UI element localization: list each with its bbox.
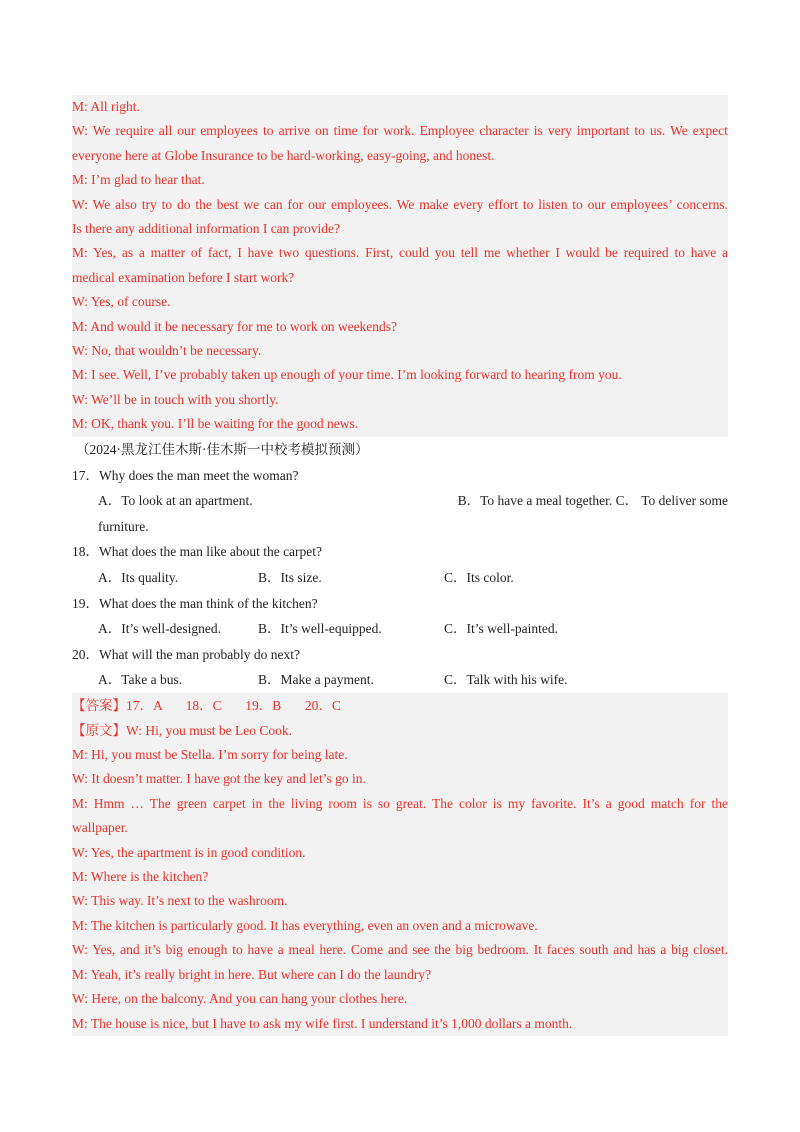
question-stem-19: 19．What does the man think of the kitchen? [72,595,318,611]
question-options-19 [72,616,728,642]
answer-block [72,693,728,1036]
transcript-line: M: And would it be necessary for me to work on weekends? [72,318,398,334]
transcript-line: M: The house is nice, but I have to ask my wife first. I understand it’s 1,000 dollars a month. [72,1015,573,1031]
option-a: A．Take a bus. [98,672,183,688]
option-b: B．Its size. [258,570,322,586]
transcript-line: W: It doesn’t matter. I have got the key and let’s go in. [72,771,366,787]
original-first-line: W: Hi, you must be Leo Cook. [126,723,292,739]
answer-tag: 【答案】 [72,698,126,714]
option-b-c: B．To have a meal together. C． To deliver some [457,493,728,509]
transcript-line: M: Hi, you must be Stella. I’m sorry for being late. [72,747,348,763]
transcript-line: W: This way. It’s next to the washroom. [72,893,288,909]
option-a: A．It’s well-designed. [98,621,221,637]
answer-text: 17．A 18．C 19．B 20．C [126,698,341,714]
transcript-line: W: Yes, of course. [72,294,171,310]
transcript-line: everyone here at Globe Insurance to be hard-working, easy-going, and honest. [72,147,495,163]
document-page [72,95,728,1036]
option-a: A．Its quality. [98,570,179,586]
transcript-line: M: Yeah, it’s really bright in here. But where can I do the laundry? [72,966,432,982]
original-tag: 【原文】 [72,723,126,739]
option-c-continuation: furniture. [98,518,149,534]
question-stem-18: 18．What does the man like about the carpet? [72,544,323,560]
transcript-line: W: We’ll be in touch with you shortly. [72,391,279,407]
transcript-block-1 [72,95,728,437]
option-c: C．It’s well-painted. [444,621,558,637]
transcript-line: W: No, that wouldn’t be necessary. [72,343,262,359]
transcript-line: W: We require all our employees to arrive on time for work. Employee character is very important to us. We expect [72,123,728,139]
transcript-line: W: Yes, the apartment is in good condition. [72,844,306,860]
transcript-line: medical examination before I start work? [72,269,295,285]
transcript-line: M: I see. Well, I’ve probably taken up enough of your time. I’m looking forward to hearing from you. [72,367,622,383]
option-b: B．It’s well-equipped. [258,621,382,637]
transcript-line: M: Where is the kitchen? [72,869,209,885]
question-options-17 [72,488,728,514]
transcript-line: M: Yes, as a matter of fact, I have two questions. First, could you tell me whether I would be required to have a [72,245,728,261]
transcript-line: Is there any additional information I can provide? [72,221,341,237]
transcript-line: M: Hmm … The green carpet in the living room is so great. The color is my favorite. It’s a good match for the [72,795,728,811]
transcript-line: M: All right. [72,99,140,114]
question-options-18 [72,565,728,591]
option-a: A．To look at an apartment. [98,493,253,509]
question-list [72,463,728,693]
transcript-line: W: Yes, and it’s big enough to have a meal here. Come and see the big bedroom. It faces south and has a big closet. [72,942,728,958]
original-text-line [72,718,728,743]
transcript-line: M: OK, thank you. I’ll be waiting for the good news. [72,416,359,432]
question-stem-20: 20．What will the man probably do next? [72,646,300,662]
answer-line [72,693,728,718]
question-stem-17: 17．Why does the man meet the woman? [72,467,299,483]
transcript-line: W: We also try to do the best we can for our employees. We make every effort to listen to our employees’ concerns. [72,196,728,212]
question-options-20 [72,667,728,693]
option-b: B．Make a payment. [258,672,374,688]
option-c: C．Talk with his wife. [444,672,568,688]
transcript-line: M: I’m glad to hear that. [72,172,205,188]
transcript-line: M: The kitchen is particularly good. It has everything, even an oven and a microwave. [72,917,538,933]
option-c: C．Its color. [444,570,514,586]
question-source: （2024·黑龙江佳木斯·佳木斯一中校考模拟预测） [76,441,369,457]
transcript-line: W: Here, on the balcony. And you can hang your clothes here. [72,991,408,1007]
transcript-line: wallpaper. [72,820,128,836]
